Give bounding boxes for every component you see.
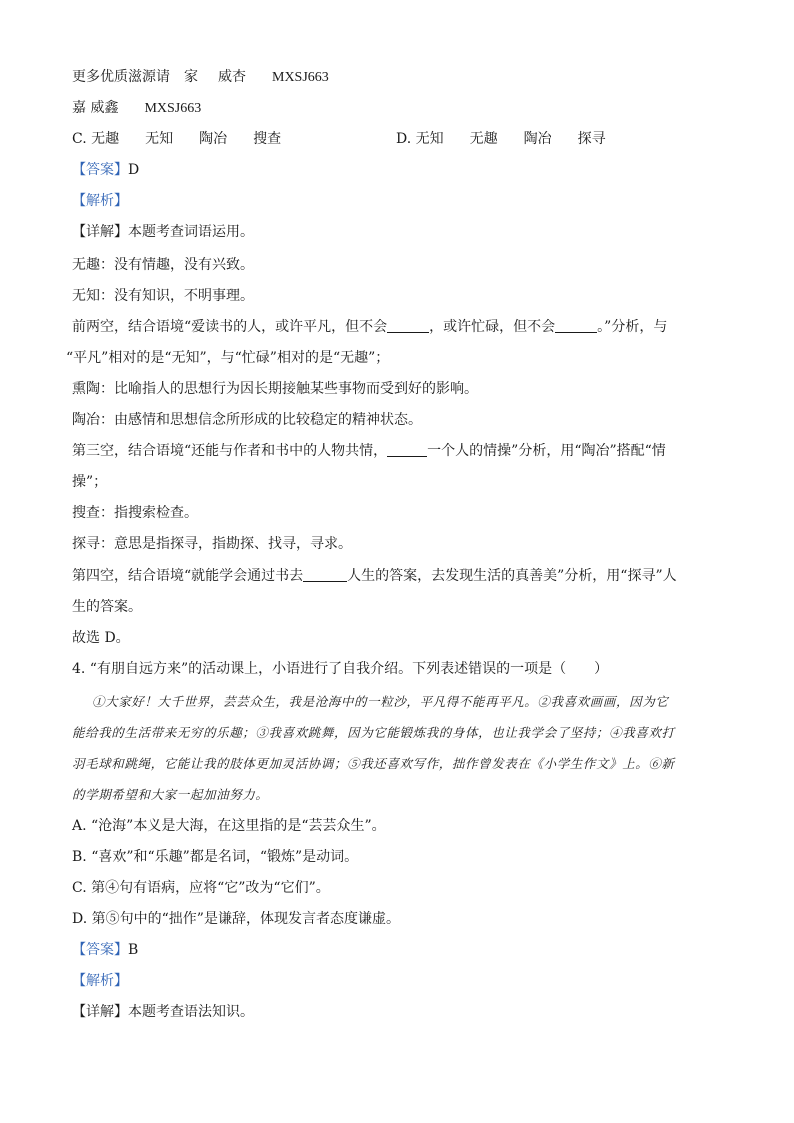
option-a: A. “沧海”本义是大海，在这里指的是“芸芸众生”。 (72, 818, 386, 834)
body-line: 熏陶：比喻指人的思想行为因长期接触某些事物而受到好的影响。 (72, 381, 478, 397)
answer-label: 【答案】 (72, 162, 128, 178)
body-text: 。”分析，与 (597, 319, 668, 335)
fill-blank (387, 442, 427, 457)
option-c: C. 第④句有语病，应将“它”改为“它们”。 (72, 880, 330, 896)
analysis-line (72, 191, 128, 211)
option-b: B. “喜欢”和“乐趣”都是名词，“锻炼”是动词。 (72, 849, 359, 865)
fill-blank (303, 567, 347, 582)
option-word: C. 无趣 (72, 131, 120, 147)
passage-line: 的学期希望和大家一起加油努力。 (72, 787, 269, 802)
header-text: 嘉 威鑫 (72, 100, 119, 116)
body-line: 无趣：没有情趣，没有兴致。 (72, 257, 254, 273)
option-d (396, 129, 606, 149)
header-line-1 (72, 67, 329, 88)
body-line: 生的答案。 (72, 599, 142, 615)
answer-line (72, 940, 138, 960)
option-word: 探寻 (577, 131, 606, 147)
detail-line (72, 1002, 254, 1022)
answer-label: 【答案】 (72, 942, 128, 958)
option-word: 陶冶 (523, 131, 552, 147)
detail-text: 本题考查词语运用。 (128, 224, 254, 240)
fill-blank (555, 318, 597, 333)
detail-label: 【详解】 (72, 224, 128, 240)
answer-value: D (128, 162, 140, 178)
option-d: D. 第⑤句中的“拙作”是谦辞，体现发言者态度谦虚。 (72, 911, 400, 927)
header-code: MXSJ663 (272, 70, 329, 85)
option-c (72, 129, 281, 149)
body-line: “平凡”相对的是“无知”，与“忙碌”相对的是“无趣”； (66, 350, 390, 366)
header-line-2 (72, 98, 201, 119)
option-word: D. 无知 (396, 131, 444, 147)
body-line: 无知：没有知识，不明事理。 (72, 288, 254, 304)
body-line (72, 317, 667, 337)
header-text: 更多优质滋源请 (72, 69, 170, 85)
option-word: 无知 (145, 131, 174, 147)
answer-value: B (128, 942, 139, 958)
answer-line (72, 160, 139, 180)
question-stem: 4. “有朋自远方来”的活动课上，小语进行了自我介绍。下列表述错误的一项是（ ） (72, 661, 609, 677)
detail-line (72, 222, 254, 242)
header-text: 威杏 (218, 69, 246, 85)
option-word: 无趣 (469, 131, 498, 147)
detail-label: 【详解】 (72, 1004, 128, 1020)
fill-blank (387, 318, 429, 333)
body-text: 前两空，结合语境“爱读书的人，或许平凡，但不会 (72, 319, 388, 335)
body-text: 第三空，结合语境“还能与作者和书中的人物共情， (72, 443, 388, 459)
body-line: 探寻：意思是指探寻，指勘探、找寻，寻求。 (72, 536, 352, 552)
body-text: 一个人的情操”分析，用“陶冶”搭配“情 (427, 443, 666, 459)
body-text: 人生的答案，去发现生活的真善美”分析，用“探寻”人 (347, 568, 677, 584)
body-line: 陶冶：由感情和思想信念所形成的比较稳定的精神状态。 (72, 412, 422, 428)
option-word: 搜查 (253, 131, 282, 147)
option-word: 陶冶 (199, 131, 228, 147)
analysis-label: 【解析】 (72, 973, 128, 989)
analysis-label: 【解析】 (72, 193, 128, 209)
passage-line: 能给我的生活带来无穷的乐趣；③我喜欢跳舞，因为它能锻炼我的身体，也让我学会了坚持；④我喜欢打 (72, 725, 675, 740)
body-line: 搜查：指搜索检查。 (72, 505, 198, 521)
body-line (72, 566, 677, 586)
header-code: MXSJ663 (144, 101, 202, 116)
body-line: 故选 D。 (72, 630, 130, 646)
body-text: 第四空，结合语境“就能学会通过书去 (72, 568, 304, 584)
body-text: ，或许忙碌，但不会 (429, 319, 556, 335)
passage-line: 羽毛球和跳绳，它能让我的肢体更加灵活协调；⑤我还喜欢写作，拙作曾发表在《小学生作文》上。⑥新 (72, 756, 675, 771)
detail-text: 本题考查语法知识。 (128, 1004, 254, 1020)
analysis-line (72, 971, 128, 991)
body-line: 操”； (72, 474, 108, 490)
passage-line: ①大家好！大千世界，芸芸众生，我是沧海中的一粒沙，平凡得不能再平凡。②我喜欢画画，因为它 (92, 694, 669, 709)
body-line (72, 441, 666, 461)
header-text: 家 (184, 69, 198, 85)
